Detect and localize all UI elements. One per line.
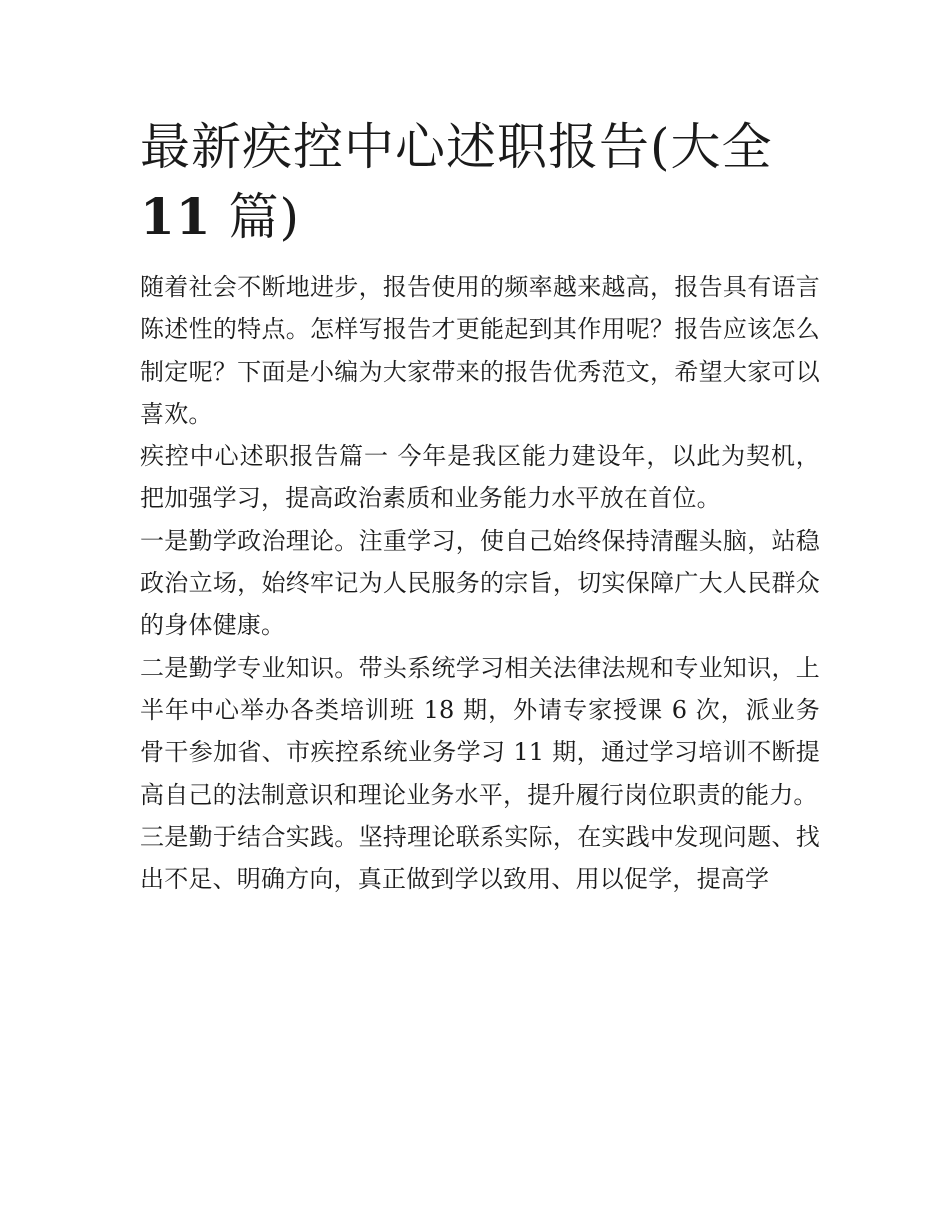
title-line-2: 篇) — [211, 188, 300, 246]
intro-paragraph: 随着社会不断地进步，报告使用的频率越来越高，报告具有语言陈述性的特点。怎样写报告才更能起到其作用呢？报告应该怎么制定呢？下面是小编为大家带来的报告优秀范文，希望大家可以喜欢。 — [140, 273, 820, 428]
title-line-1: 最新疾控中心述职报告(大全 — [140, 118, 773, 176]
point-one-paragraph: 一是勤学政治理论。注重学习，使自己始终保持清醒头脑，站稳政治立场，始终牢记为人民服务的宗旨，切实保障广大人民群众的身体健康。 — [140, 526, 820, 640]
point-three-paragraph: 三是勤于结合实践。坚持理论联系实际，在实践中发现问题、找出不足、明确方向，真正做到学以致用、用以促学，提高学 — [140, 822, 820, 894]
section-one-paragraph: 疾控中心述职报告篇一 今年是我区能力建设年，以此为契机，把加强学习，提高政治素质和业务能力水平放在首位。 — [140, 442, 820, 513]
document-page — [140, 112, 820, 900]
title-number: 11 — [140, 187, 212, 246]
document-title — [140, 112, 820, 252]
point-two-paragraph: 二是勤学专业知识。带头系统学习相关法律法规和专业知识，上半年中心举办各类培训班 18 期，外请专家授课 6 次，派业务骨干参加省、市疾控系统业务学习 11 期，通过学习培训不断提高自己的法制意识和理论业务水平，提升履行岗位职责的能力。 — [140, 653, 820, 809]
